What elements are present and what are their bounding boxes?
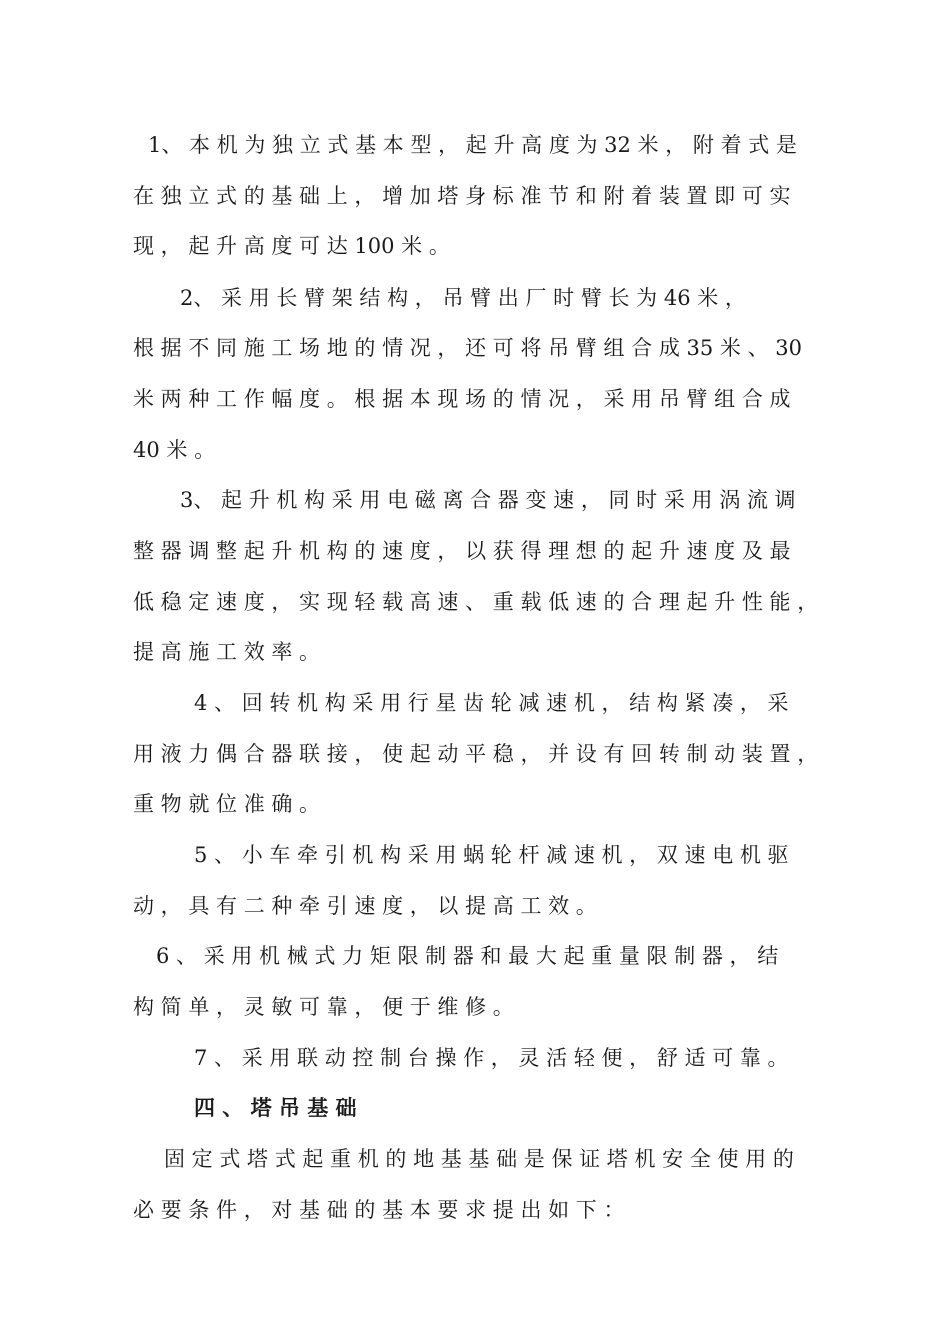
text-line: 根 据 不 同 施 工 场 地 的 情 况 ， 还 可 将 吊 臂 组 合 成 35 米 、 30 bbox=[133, 336, 802, 360]
text-line: 在 独 立 式 的 基 础 上 ， 增 加 塔 身 标 准 节 和 附 着 装 置 即 可 实 bbox=[133, 184, 791, 208]
text-line: 低 稳 定 速 度 ， 实 现 轻 载 高 速 、 重 载 低 速 的 合 理 起 升 性 能 ， bbox=[133, 590, 819, 614]
text-line: 3、 起 升 机 构 采 用 电 磁 离 合 器 变 速 ， 同 时 采 用 涡 流 调 bbox=[180, 488, 796, 512]
text-line: 5 、 小 车 牵 引 机 构 采 用 蜗 轮 杆 减 速 机 ， 双 速 电 机 驱 bbox=[194, 843, 789, 867]
text-line: 7 、 采 用 联 动 控 制 台 操 作 ， 灵 活 轻 便 ， 舒 适 可 靠 。 bbox=[194, 1046, 789, 1070]
text-line: 40 米 。 bbox=[133, 438, 216, 462]
text-line: 2、 采 用 长 臂 架 结 构 ， 吊 臂 出 厂 时 臂 长 为 46 米 ， bbox=[180, 286, 746, 310]
text-line: 用 液 力 偶 合 器 联 接 ， 使 起 动 平 稳 ， 并 设 有 回 转 制 动 装 置 ， bbox=[133, 742, 819, 766]
text-line: 固 定 式 塔 式 起 重 机 的 地 基 基 础 是 保 证 塔 机 安 全 使 用 的 bbox=[164, 1147, 794, 1171]
text-line: 4 、 回 转 机 构 采 用 行 星 齿 轮 减 速 机 ， 结 构 紧 凑 ， 采 bbox=[194, 691, 789, 715]
text-line: 1、 本 机 为 独 立 式 基 本 型 ， 起 升 高 度 为 32 米 ， 附 着 式 是 bbox=[148, 133, 797, 157]
text-line: 整 器 调 整 起 升 机 构 的 速 度 ， 以 获 得 理 想 的 起 升 速 度 及 最 bbox=[133, 539, 791, 563]
text-line: 动 ， 具 有 二 种 牵 引 速 度 ， 以 提 高 工 效 。 bbox=[133, 894, 597, 918]
text-line: 6 、 采 用 机 械 式 力 矩 限 制 器 和 最 大 起 重 量 限 制 器 ， 结 bbox=[156, 944, 779, 968]
text-line: 提 高 施 工 效 率 。 bbox=[133, 640, 321, 664]
text-line: 必 要 条 件 ， 对 基 础 的 基 本 要 求 提 出 如 下 ： bbox=[133, 1198, 625, 1222]
text-line: 现 ， 起 升 高 度 可 达 100 米 。 bbox=[133, 234, 450, 258]
text-line: 重 物 就 位 准 确 。 bbox=[133, 792, 321, 816]
text-line: 构 简 单 ， 灵 敏 可 靠 ， 便 于 维 修 。 bbox=[133, 995, 514, 1019]
section-heading: 四 、 塔 吊 基 础 bbox=[194, 1095, 357, 1120]
text-line: 米 两 种 工 作 幅 度 。 根 据 本 现 场 的 情 况 ， 采 用 吊 臂 组 合 成 bbox=[133, 387, 791, 411]
